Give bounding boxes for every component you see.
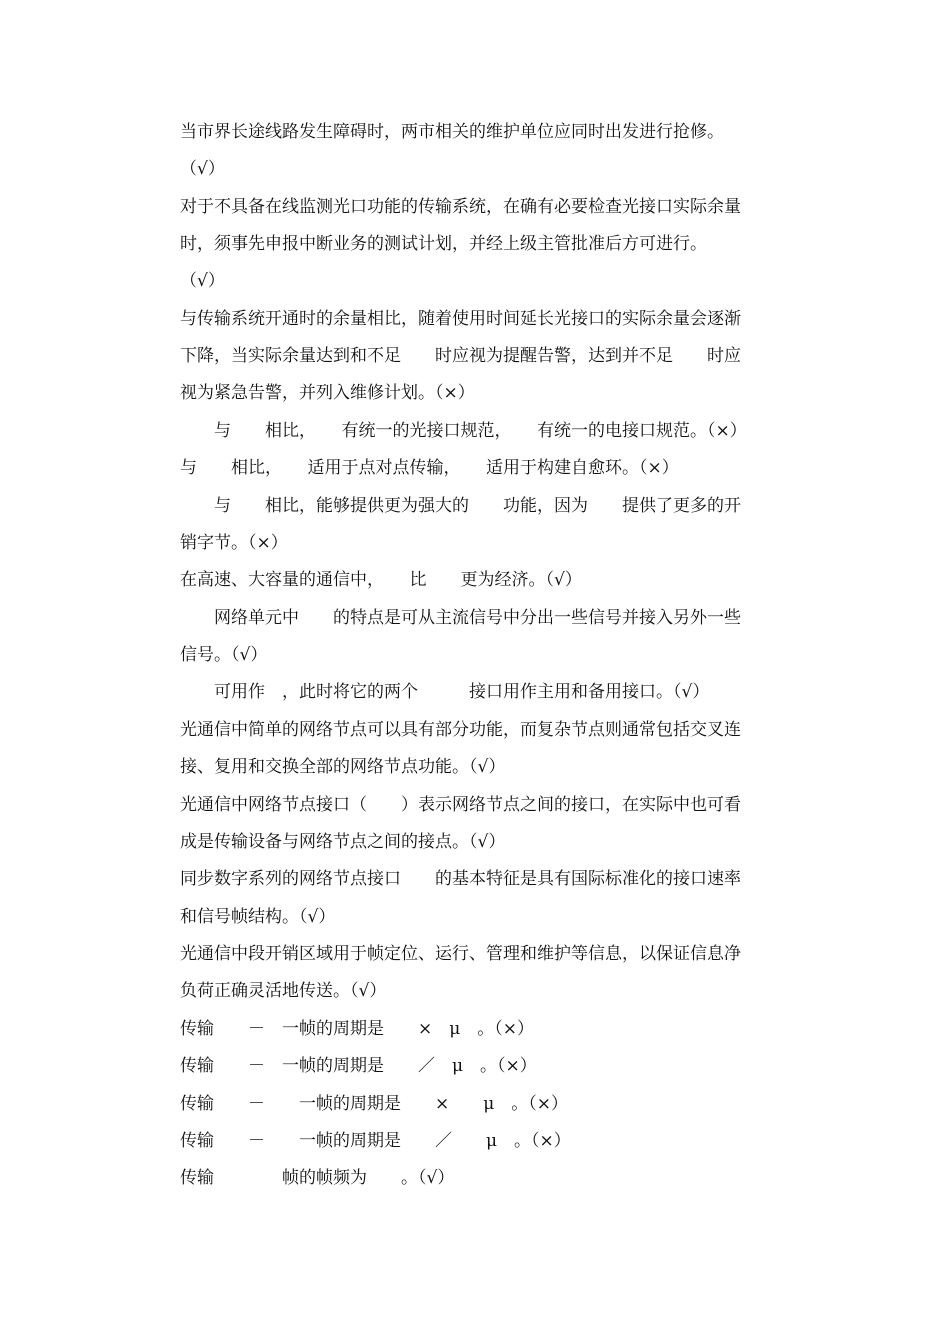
text-line: 与 相比，能够提供更为强大的 功能，因为 提供了更多的开 — [180, 496, 741, 516]
text-line: 同步数字系列的网络节点接口 的基本特征是具有国际标准化的接口速率 — [180, 869, 741, 889]
text-line: 传输 － 一帧的周期是 ／ μ 。（×） — [180, 1131, 571, 1151]
text-line: 负荷正确灵活地传送。（√） — [180, 981, 387, 1001]
text-line: 与传输系统开通时的余量相比，随着使用时间延长光接口的实际余量会逐渐 — [180, 309, 741, 329]
text-line: 成是传输设备与网络节点之间的接点。（√） — [180, 832, 506, 852]
text-line: 和信号帧结构。（√） — [180, 907, 336, 927]
text-line: 视为紧急告警，并列入维修计划。（×） — [180, 383, 475, 403]
text-line: （√） — [180, 159, 225, 179]
text-line: 光通信中网络节点接口（ ）表示网络节点之间的接口，在实际中也可看 — [180, 795, 741, 815]
text-line: 传输 － 一帧的周期是 × μ 。（×） — [180, 1019, 535, 1039]
text-line: 接、复用和交换全部的网络节点功能。（√） — [180, 757, 506, 777]
text-line: 对于不具备在线监测光口功能的传输系统，在确有必要检查光接口实际余量 — [180, 197, 741, 217]
text-line: 销字节。（×） — [180, 533, 288, 553]
text-line: 下降，当实际余量达到和不足 时应视为提醒告警，达到并不足 时应 — [180, 346, 741, 366]
text-line: （√） — [180, 271, 225, 291]
text-line: 与 相比， 有统一的光接口规范， 有统一的电接口规范。（×） — [180, 421, 747, 441]
text-line: 当市界长途线路发生障碍时，两市相关的维护单位应同时出发进行抢修。 — [180, 122, 724, 142]
text-line: 与 相比， 适用于点对点传输， 适用于构建自愈环。（×） — [180, 458, 679, 478]
text-line: 可用作 ，此时将它的两个 接口用作主用和备用接口。（√） — [180, 682, 710, 702]
text-line: 传输 － 一帧的周期是 ／ μ 。（×） — [180, 1056, 537, 1076]
text-line: 在高速、大容量的通信中， 比 更为经济。（√） — [180, 570, 582, 590]
text-line: 时，须事先申报中断业务的测试计划，并经上级主管批准后方可进行。 — [180, 234, 707, 254]
text-line: 光通信中段开销区域用于帧定位、运行、管理和维护等信息，以保证信息净 — [180, 944, 741, 964]
text-line: 光通信中简单的网络节点可以具有部分功能，而复杂节点则通常包括交叉连 — [180, 720, 741, 740]
text-line: 信号。（√） — [180, 645, 268, 665]
text-line: 网络单元中 的特点是可从主流信号中分出一些信号并接入另外一些 — [180, 608, 741, 628]
text-line: 传输 帧的帧频为 。（√） — [180, 1168, 455, 1188]
text-line: 传输 － 一帧的周期是 × μ 。（×） — [180, 1094, 569, 1114]
